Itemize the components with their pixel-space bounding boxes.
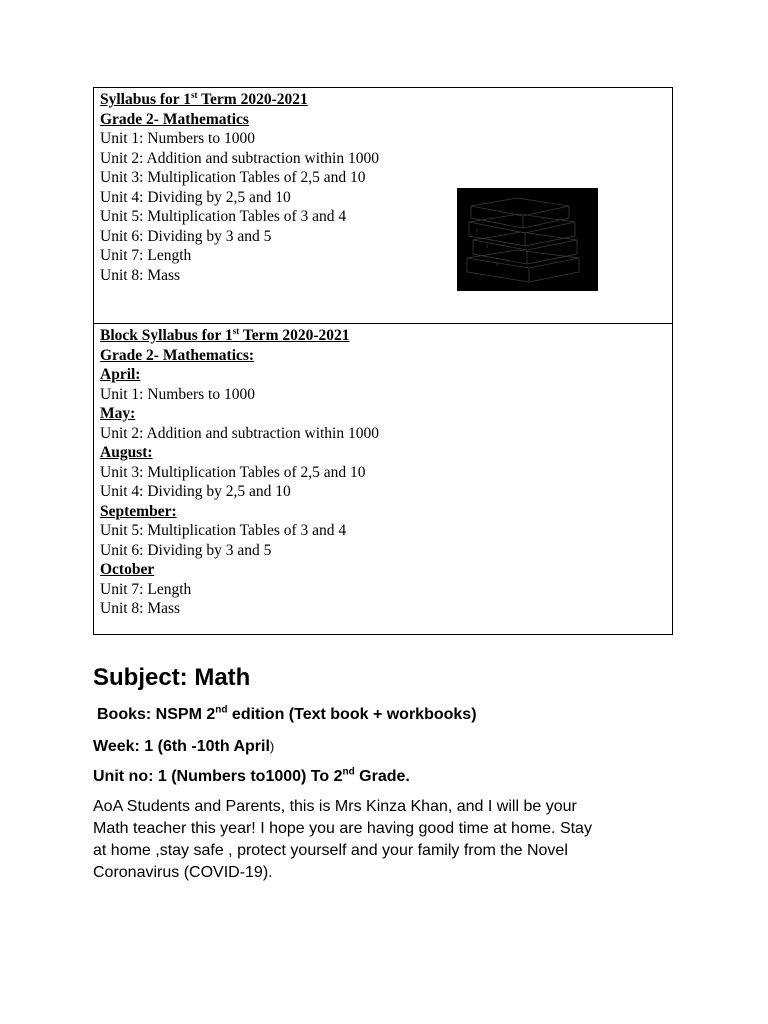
unit-item: Unit 4: Dividing by 2,5 and 10	[100, 188, 291, 206]
month-heading-april: April:	[100, 366, 141, 383]
unit-item: Unit 3: Multiplication Tables of 2,5 and 10	[100, 169, 366, 186]
unit-line: Unit no: 1 (Numbers to1000) To 2nd Grade.	[93, 766, 410, 785]
unit-item: Unit 7: Length	[100, 580, 192, 598]
block-syllabus-cell	[94, 324, 672, 634]
month-heading-september: September:	[100, 502, 177, 520]
unit-item: Unit 5: Multiplication Tables of 3 and 4	[100, 522, 347, 539]
intro-line: Math teacher this year! I hope you are having good time at home. Stay	[93, 820, 592, 837]
unit-item: Unit 4: Dividing by 2,5 and 10	[100, 483, 291, 500]
term-syllabus-title: Syllabus for 1st Term 2020-2021	[100, 89, 308, 108]
unit-item: Unit 6: Dividing by 3 and 5	[100, 227, 272, 245]
unit-item: Unit 1: Numbers to 1000	[100, 130, 255, 147]
grade-heading: Grade 2- Mathematics:	[100, 346, 255, 364]
books-line: Books: NSPM 2nd edition (Text book + workbooks)	[97, 704, 477, 723]
unit-item: Unit 2: Addition and subtraction within 1000	[100, 424, 379, 442]
grade-heading: Grade 2- Mathematics	[100, 110, 249, 128]
intro-line: at home ,stay safe , protect yourself and your family from the Novel	[93, 842, 568, 859]
unit-item: Unit 3: Multiplication Tables of 2,5 and 10	[100, 463, 366, 481]
month-heading-may: May:	[100, 405, 136, 422]
intro-paragraph	[93, 796, 673, 884]
month-heading-october: October	[100, 561, 155, 578]
books-stack-image	[457, 188, 598, 291]
month-heading-august: August:	[100, 444, 153, 461]
unit-item: Unit 5: Multiplication Tables of 3 and 4	[100, 208, 347, 225]
unit-item: Unit 6: Dividing by 3 and 5	[100, 541, 272, 559]
books-stack-icon	[457, 188, 598, 291]
block-syllabus-title: Block Syllabus for 1st Term 2020-2021	[100, 325, 350, 344]
subject-title: Subject: Math	[93, 664, 251, 691]
week-line: Week: 1 (6th -10th April)	[93, 738, 275, 755]
unit-item: Unit 7: Length	[100, 247, 192, 264]
syllabus-table	[93, 87, 673, 635]
unit-item: Unit 2: Addition and subtraction within 1000	[100, 149, 379, 167]
intro-line: AoA Students and Parents, this is Mrs Kinza Khan, and I will be your	[93, 798, 577, 815]
unit-item: Unit 8: Mass	[100, 266, 181, 284]
unit-item: Unit 8: Mass	[100, 600, 181, 617]
intro-line: Coronavirus (COVID-19).	[93, 864, 273, 881]
term-syllabus-cell	[94, 88, 672, 324]
unit-item: Unit 1: Numbers to 1000	[100, 385, 255, 403]
